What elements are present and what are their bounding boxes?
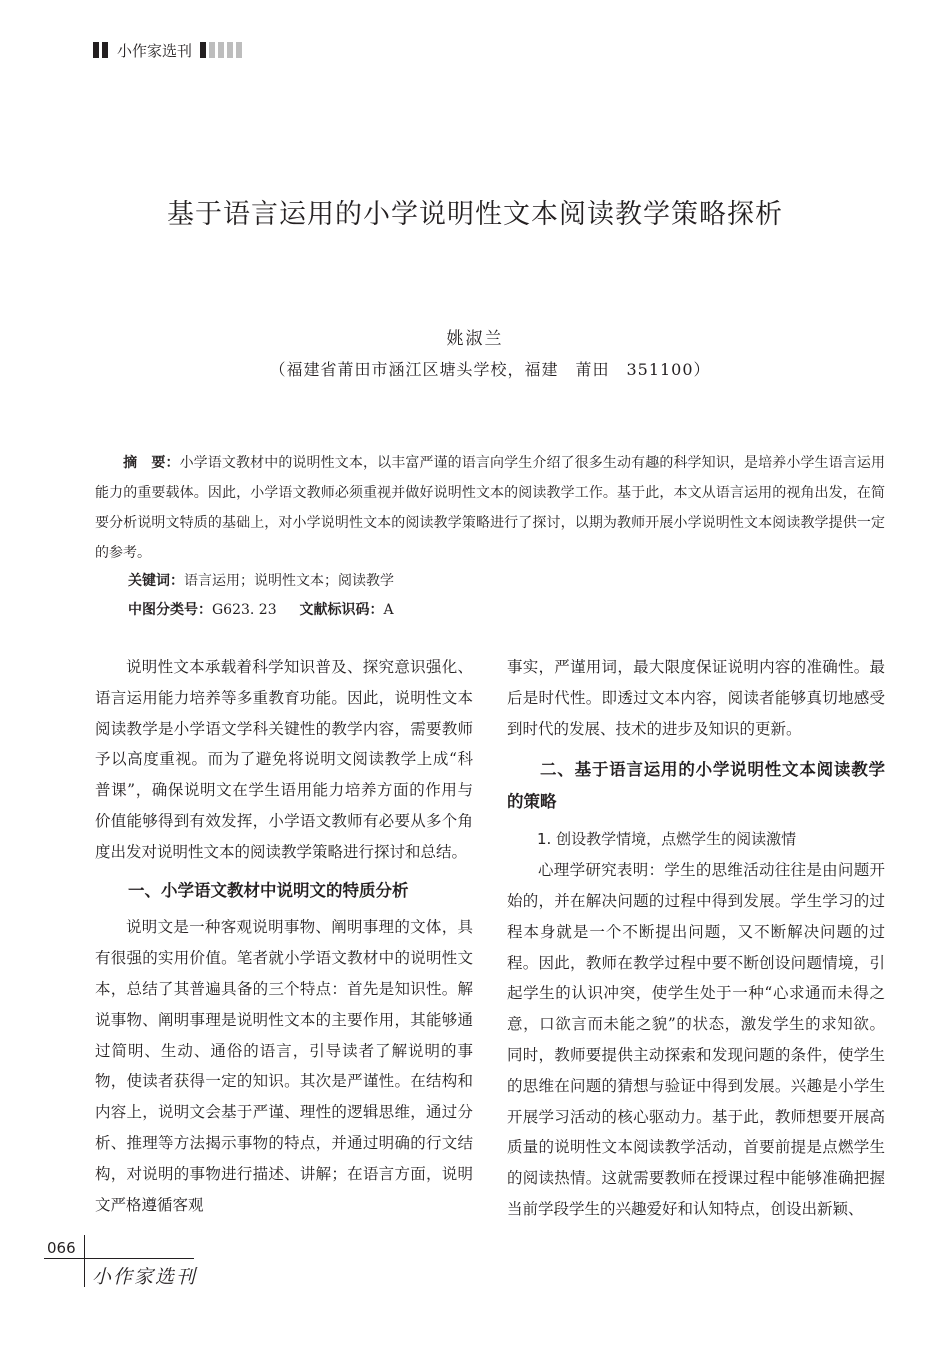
keywords-label: 关键词： xyxy=(128,573,184,589)
abstract-label: 摘 要： xyxy=(123,455,180,471)
footer-divider xyxy=(84,1235,85,1287)
footer-rule xyxy=(44,1258,194,1259)
article-title: 基于语言运用的小学说明性文本阅读教学策略探析 xyxy=(167,199,783,230)
subsection-1-paragraph: 心理学研究表明：学生的思维活动往往是由问题开始的，并在解决问题的过程中得到发展。学生学习的过程本身就是一个不断提出问题，又不断解决问题的过程。因此，教师在教学过程中要不断创设问题情境，引起学生的认识冲突，使学生处于一种“心求通而未得之意，口欲言而未能之貌”的状态，激发学生的求知欲。同时，教师要提供主动探索和发现问题的条件，使学生的思维在问题的猜想与验证中得到发展。兴趣是小学生开展学习活动的核心驱动力。基于此，教师想要开展高质量的说明性文本阅读教学活动，首要前提是点燃学生的阅读热情。这就需要教师在授课过程中能够准确把握当前学段学生的兴趣爱好和认知特点，创设出新颖、 xyxy=(507,861,885,1218)
clc-code: G623. 23 xyxy=(212,602,277,618)
header-bar-mark xyxy=(200,42,206,58)
header-bar-mark xyxy=(227,42,233,58)
section-1-heading: 一、小学语文教材中说明文的特质分析 xyxy=(128,880,409,900)
page-number: 066 xyxy=(47,1239,76,1257)
keywords-line xyxy=(128,570,394,590)
classification-line xyxy=(128,599,394,619)
footer-logo: 小作家选刊 xyxy=(92,1266,198,1288)
doc-code: A xyxy=(383,602,394,618)
author-affiliation: （福建省莆田市涵江区塘头学校，福建 莆田 351100） xyxy=(269,360,711,379)
abstract-text: 小学语文教材中的说明性文本，以丰富严谨的语言向学生介绍了很多生动有趣的科学知识，是培养小学生语言运用能力的重要载体。因此，小学语文教师必须重视并做好说明性文本的阅读教学工作。基于此，本文从语言运用的视角出发，在简要分析说明文特质的基础上，对小学说明性文本的阅读教学策略进行了探讨，以期为教师开展小学说明性文本阅读教学提供一定的参考。 xyxy=(95,455,886,561)
header-bar-mark xyxy=(218,42,224,58)
author-name: 姚淑兰 xyxy=(446,329,504,349)
header-bar-mark xyxy=(209,42,215,58)
section-1-paragraph: 说明文是一种客观说明事物、阐明事理的文体，具有很强的实用价值。笔者就小学语文教材中的说明性文本，总结了其普遍具备的三个特点：首先是知识性。解说事物、阐明事理是说明性文本的主要作用，其能够通过简明、生动、通俗的语言，引导读者了解说明的事物，使读者获得一定的知识。其次是严谨性。在结构和内容上，说明文会基于严谨、理性的逻辑思维，通过分析、推理等方法揭示事物的特点，并通过明确的行文结构，对说明的事物进行描述、讲解；在语言方面，说明文严格遵循客观 xyxy=(95,918,473,1214)
section-2-heading: 二、基于语言运用的小学说明性文本阅读教学的策略 xyxy=(507,760,885,812)
right-column xyxy=(507,652,885,1225)
abstract xyxy=(95,448,885,568)
header-bar-mark xyxy=(102,42,108,58)
intro-paragraph: 说明性文本承载着科学知识普及、探究意识强化、语言运用能力培养等多重教育功能。因此，说明性文本阅读教学是小学语文学科关键性的教学内容，需要教师予以高度重视。而为了避免将说明文阅读教学上成“科普课”，确保说明文在学生语用能力培养方面的作用与价值能够得到有效发挥，小学语文教师有必要从多个角度出发对说明性文本的阅读教学策略进行探讨和总结。 xyxy=(95,658,473,861)
doc-code-label: 文献标识码： xyxy=(299,602,384,618)
header-bar-mark xyxy=(93,42,99,58)
clc-label: 中图分类号： xyxy=(128,602,212,618)
header-bar-mark xyxy=(236,42,242,58)
section-1-paragraph-continued: 事实，严谨用词，最大限度保证说明内容的准确性。最后是时代性。即透过文本内容，阅读者能够真切地感受到时代的发展、技术的进步及知识的更新。 xyxy=(507,658,885,738)
subsection-1-heading: 1. 创设教学情境，点燃学生的阅读激情 xyxy=(537,830,797,849)
keywords: 语言运用；说明性文本；阅读教学 xyxy=(184,573,394,589)
running-header xyxy=(93,40,245,60)
left-column xyxy=(95,652,473,1220)
journal-name: 小作家选刊 xyxy=(117,41,193,60)
